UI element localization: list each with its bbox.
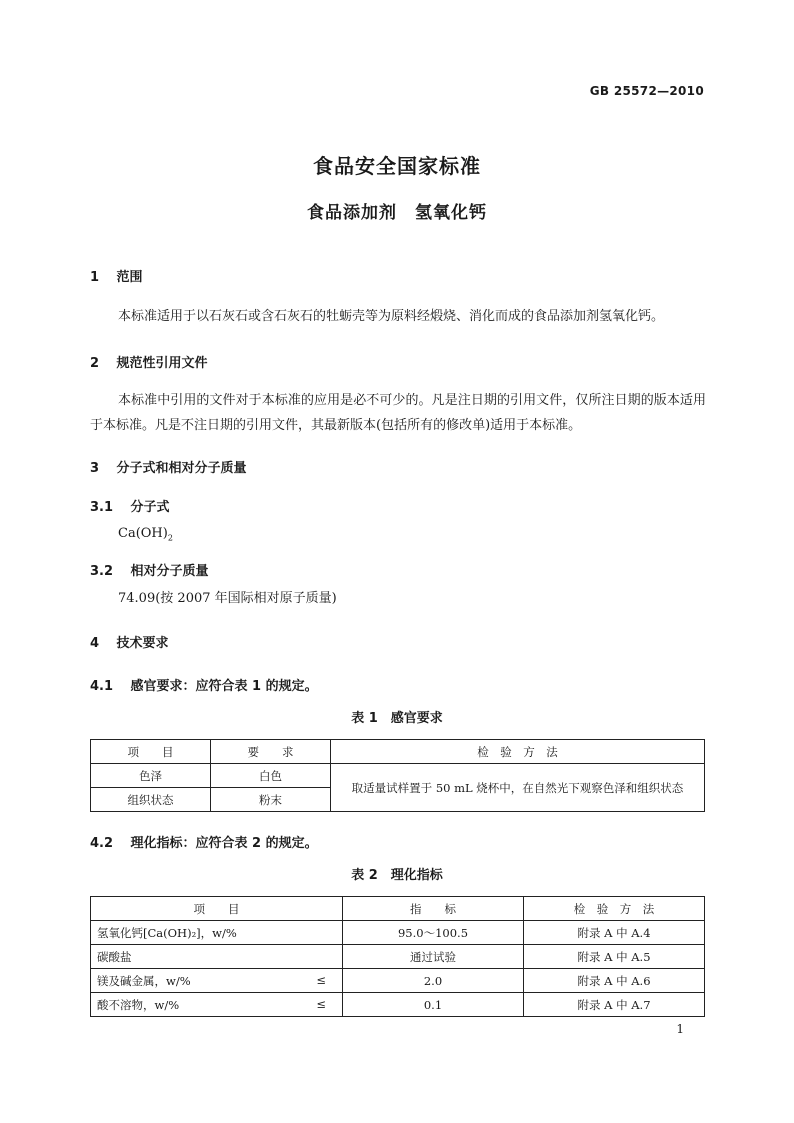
table-cell-value: 95.0～100.5 [343,921,524,945]
section-2-text: 本标准中引用的文件对于本标准的应用是必不可少的。凡是注日期的引用文件，仅所注日期的版本适用于本标准。凡是不注日期的引用文件，其最新版本(包括所有的修改单)适用于本标准。 [90,393,706,433]
table-cell-item: 组织状态 [91,788,211,812]
table-cell-item [91,945,343,969]
item-label: 镁及碱金属，w/% [97,973,191,988]
table-cell-item: 色泽 [91,764,211,788]
table-header-cell: 检 验 方 法 [524,897,705,921]
table-row [91,993,705,1017]
table-1 [90,739,705,812]
section-4-heading [90,632,169,651]
item-label: 酸不溶物，w/% [97,997,180,1012]
table-cell-item [91,921,343,945]
section-number: 3 [90,461,100,476]
table-header-cell: 检 验 方 法 [331,740,705,764]
page-number: 1 [676,1022,684,1036]
section-number: 4 [90,636,100,651]
section-number: 4.1 [90,679,114,694]
item-label: 碳酸盐 [97,949,132,964]
section-number: 2 [90,356,100,371]
table-header-cell: 项 目 [91,740,211,764]
table-cell-item [91,993,343,1017]
section-3-heading [90,457,247,476]
section-4-1-heading [90,675,318,694]
table-2-caption: 表 2 理化指标 [351,868,443,883]
table-cell-value: 2.0 [343,969,524,993]
section-title: 范围 [116,270,143,285]
table-header-row [91,897,705,921]
table-row [91,764,705,788]
table-cell-method: 附录 A 中 A.6 [524,969,705,993]
table-header-row [91,740,705,764]
section-number: 3.1 [90,500,114,515]
section-title: 感官要求：应符合表 1 的规定。 [130,679,318,694]
sub-title: 食品添加剂 氢氧化钙 [307,203,487,223]
item-label: 氢氧化钙[Ca(OH)₂]，w/% [97,925,237,940]
table-2 [90,896,705,1017]
table-row [91,945,705,969]
molecular-mass: 74.09(按 2007 年国际相对原子质量) [118,591,337,606]
table-cell-value: 0.1 [343,993,524,1017]
section-title: 分子式 [130,500,170,515]
section-1-text: 本标准适用于以石灰石或含石灰石的牡蛎壳等为原料经煅烧、消化而成的食品添加剂氢氧化钙。 [118,309,665,324]
comparison-symbol: ≤ [316,972,326,987]
table-row [91,969,705,993]
main-title: 食品安全国家标准 [313,154,481,178]
section-number: 4.2 [90,836,114,851]
table-cell-method: 附录 A 中 A.7 [524,993,705,1017]
table-cell-requirement: 粉末 [211,788,331,812]
section-title: 理化指标：应符合表 2 的规定。 [130,836,318,851]
section-title: 分子式和相对分子质量 [116,461,247,476]
table-header-cell: 项 目 [91,897,343,921]
section-title: 规范性引用文件 [116,356,208,371]
table-cell-requirement: 白色 [211,764,331,788]
section-3-1-heading [90,496,170,515]
table-1-caption: 表 1 感官要求 [351,711,443,726]
table-cell-method: 取适量试样置于 50 mL 烧杯中，在自然光下观察色泽和组织状态 [331,764,705,812]
section-2-heading [90,352,208,371]
comparison-symbol: ≤ [316,996,326,1011]
table-header-cell: 指 标 [343,897,524,921]
formula-text: Ca(OH) [118,526,168,541]
section-number: 3.2 [90,564,114,579]
section-title: 技术要求 [116,636,169,651]
formula-subscript: 2 [167,533,173,543]
section-title: 相对分子质量 [130,564,209,579]
standard-code: GB 25572—2010 [589,84,704,98]
table-header-cell: 要 求 [211,740,331,764]
section-1-heading [90,266,143,285]
table-row [91,921,705,945]
table-cell-method: 附录 A 中 A.5 [524,945,705,969]
section-4-2-heading [90,832,318,851]
table-cell-value: 通过试验 [343,945,524,969]
section-number: 1 [90,270,100,285]
molecular-formula [118,521,173,551]
table-cell-item [91,969,343,993]
section-3-2-heading [90,560,209,579]
table-cell-method: 附录 A 中 A.4 [524,921,705,945]
